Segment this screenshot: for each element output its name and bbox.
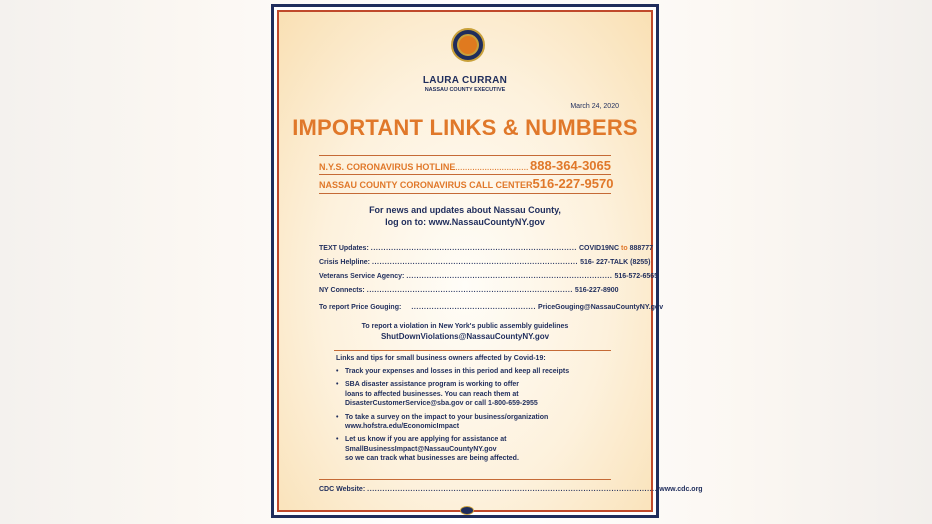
tip-3: • To take a survey on the impact to your business/organization www.hofstra.edu/EconomicImpact — [336, 413, 636, 432]
business-tips — [336, 367, 636, 468]
contact-ny-connects: NY Connects: ................................................................................. 516-227-8900 — [319, 287, 619, 294]
tip-2: • SBA disaster assistance program is working to offer loans to affected businesses. You can reach them at DisasterCustomerService@sba.gov or call 1-800-659-2955 — [336, 380, 636, 408]
divider — [319, 479, 611, 480]
divider — [319, 155, 611, 156]
county-logo-icon — [460, 506, 474, 515]
tip-1: • Track your expenses and losses in this period and keep all receipts — [336, 367, 636, 376]
executive-name: LAURA CURRAN — [422, 75, 508, 86]
divider — [334, 350, 611, 351]
date: March 24, 2020 — [570, 103, 619, 110]
contact-crisis-helpline: Crisis Helpline: ................................................................................. 516- 227-TALK (8255) — [319, 259, 651, 266]
divider — [319, 193, 611, 194]
news-line-1: For news and updates about Nassau County, — [369, 205, 561, 215]
contact-price-gouging: To report Price Gouging: ................................................. PriceGouging@NassauCountyNY.gov — [319, 304, 664, 311]
flyer-inner — [277, 10, 703, 512]
executive-title: NASSAU COUNTY EXECUTIVE — [424, 87, 506, 93]
violation-email: ShutDownViolations@NassauCountyNY.gov — [380, 332, 550, 341]
flyer — [271, 4, 703, 518]
divider — [319, 174, 611, 175]
headline: IMPORTANT LINKS & NUMBERS — [292, 115, 638, 140]
news-line-2: log on to: www.NassauCountyNY.gov — [385, 217, 545, 227]
cdc-website: CDC Website: .................................................................................................................. www.cdc.org — [319, 486, 703, 493]
hotline-nassau-number: 516-227-9570 — [532, 176, 614, 191]
county-seal-icon — [451, 28, 485, 62]
violation-line-1: To report a violation in New York's public assembly guidelines — [361, 323, 569, 330]
hotline-nys-number: 888-364-3065 — [530, 158, 611, 173]
business-heading: Links and tips for small business owners affected by Covid-19: — [336, 355, 546, 362]
contact-veterans: Veterans Service Agency: ................................................................................. 516-572-6565 — [319, 273, 659, 280]
contact-text-updates: TEXT Updates: ................................................................................. COVID19NC to 888777 — [319, 245, 653, 252]
tip-4: • Let us know if you are applying for assistance at SmallBusinessImpact@NassauCountyNY.gov so we can track what businesses are being affected. — [336, 435, 636, 463]
hotline-nys: N.Y.S. CORONAVIRUS HOTLINE .............................. 888-364-3065 — [319, 158, 611, 173]
hotline-nassau: NASSAU COUNTY CORONAVIRUS CALL CENTER 516-227-9570 — [319, 176, 614, 191]
